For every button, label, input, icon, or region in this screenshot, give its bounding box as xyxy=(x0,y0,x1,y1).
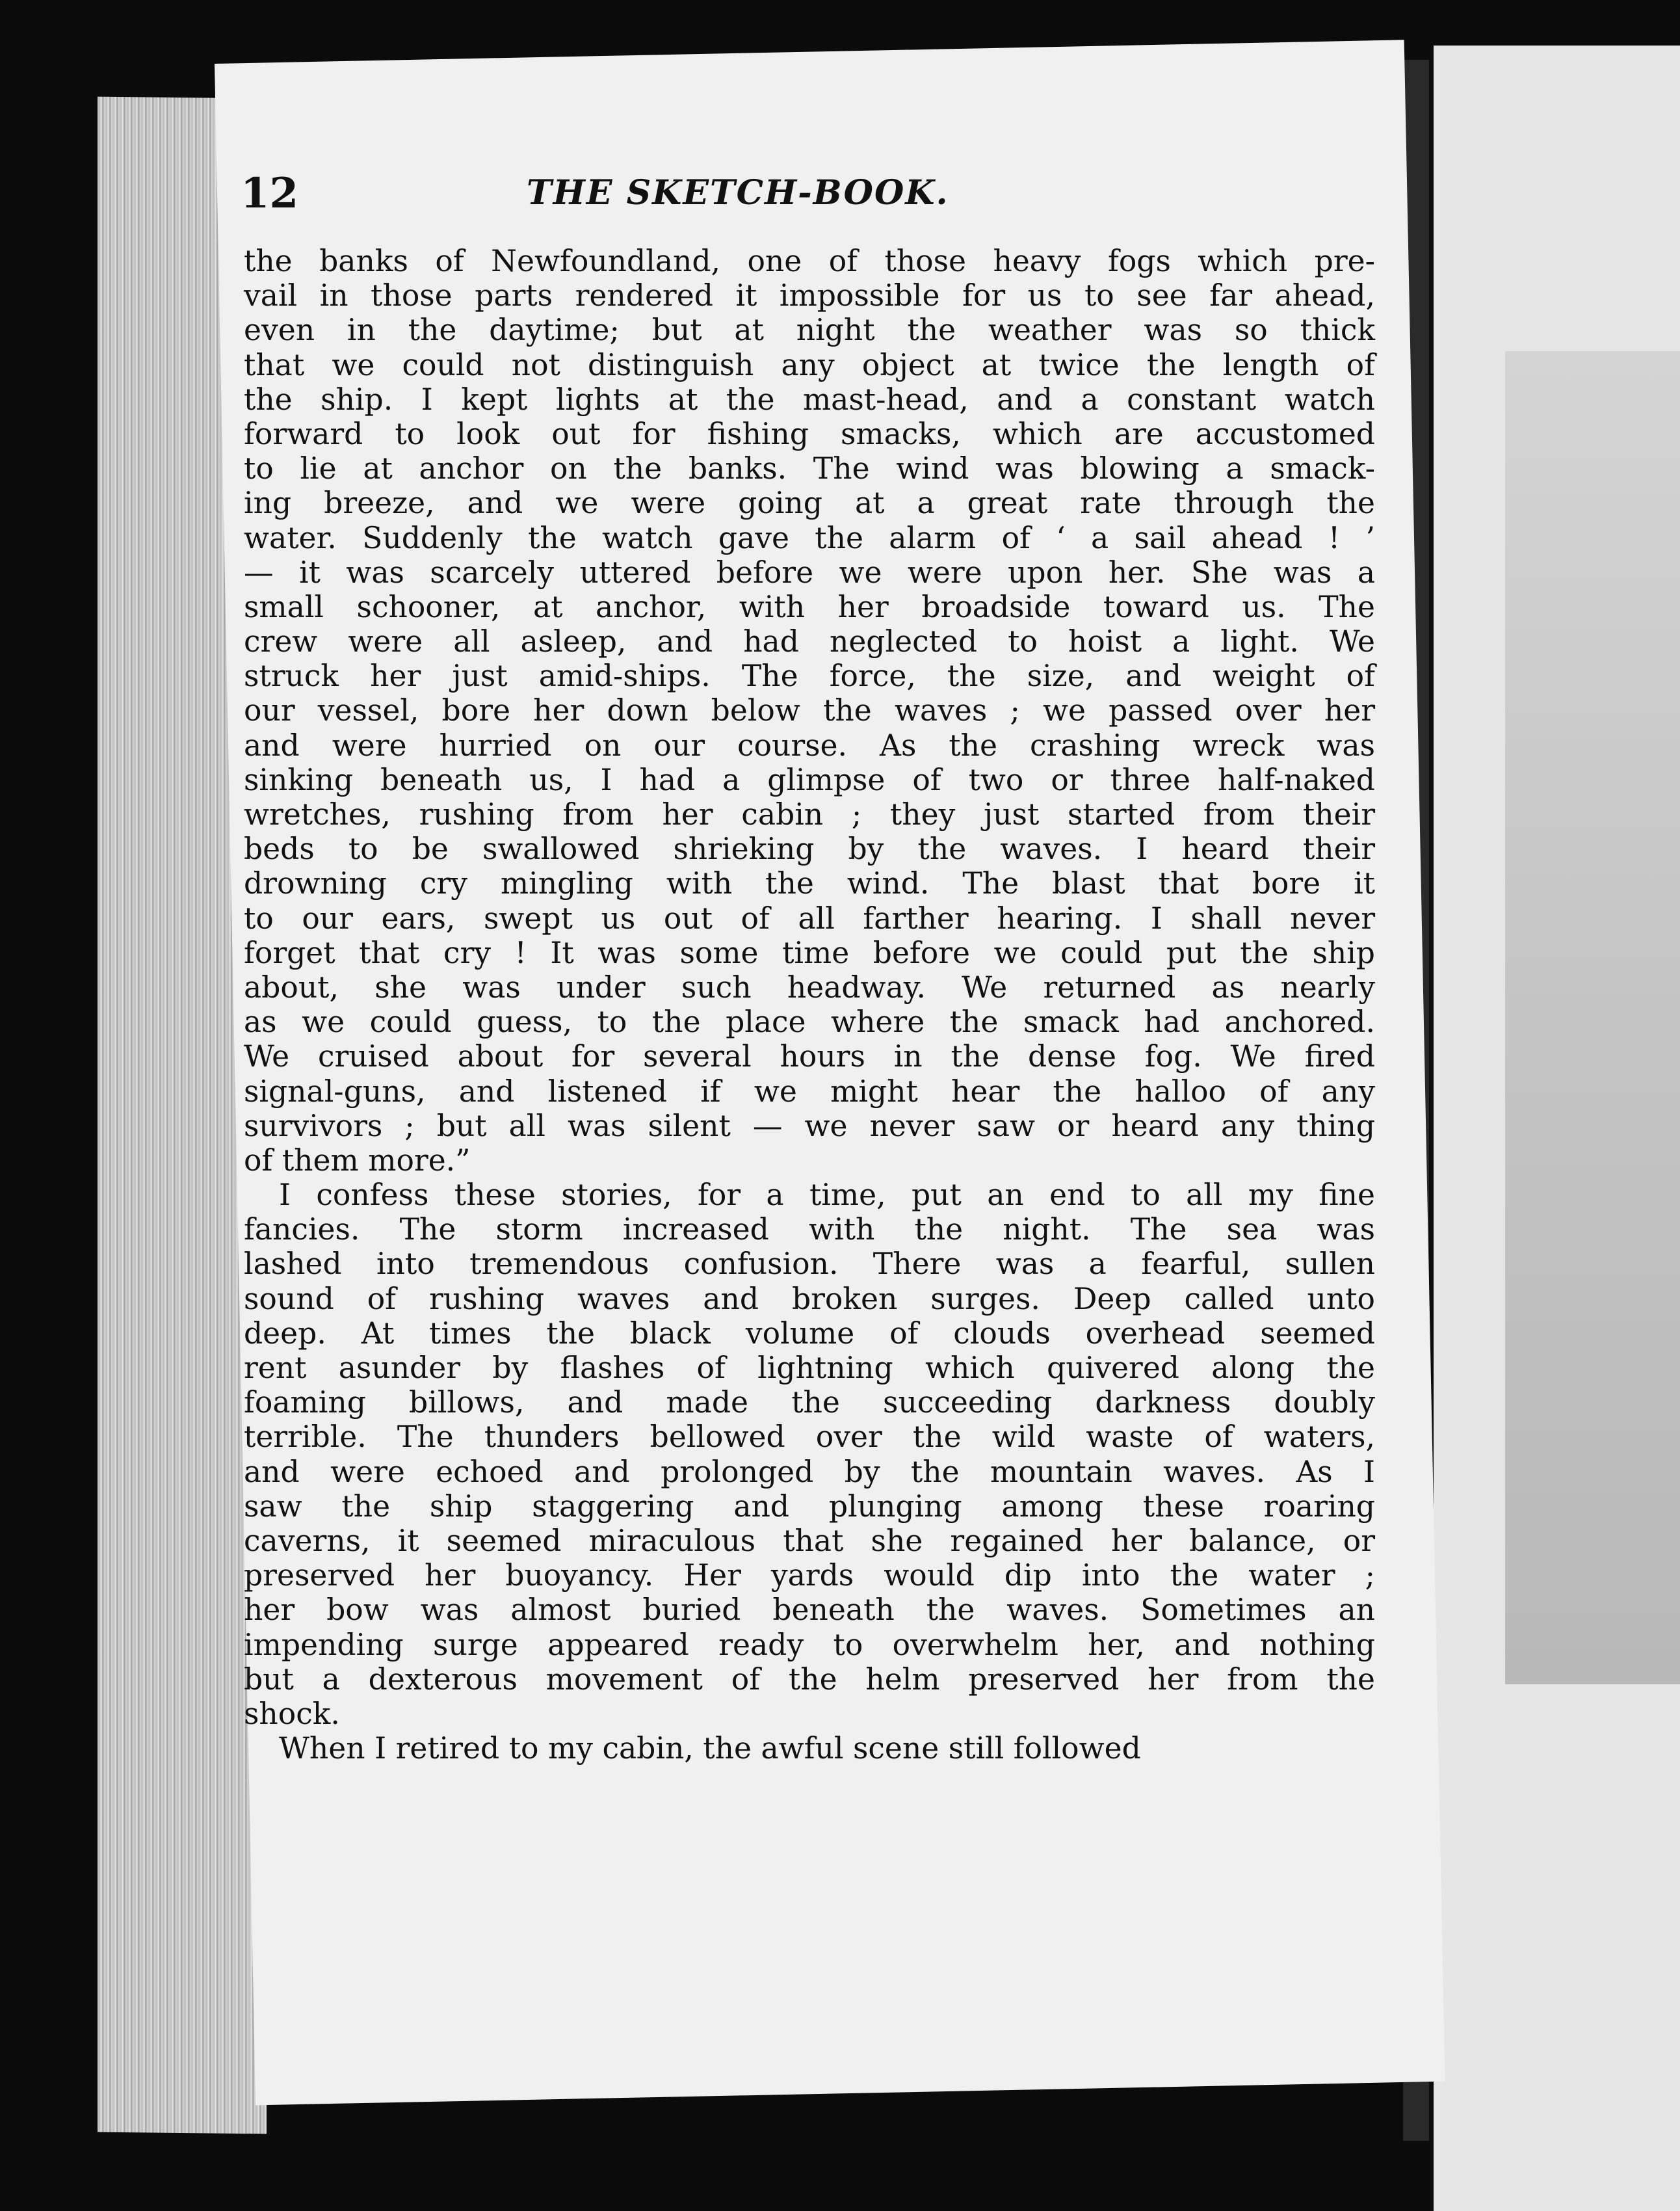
text-line: even in the daytime; but at night the weather was so thick xyxy=(244,313,1375,348)
text-line: signal-guns, and listened if we might hear the halloo of any xyxy=(244,1074,1375,1109)
text-line: to our ears, swept us out of all farther hearing. I shall never xyxy=(244,901,1375,936)
text-line: the banks of Newfoundland, one of those heavy fogs which pre- xyxy=(244,244,1375,278)
text-line: to lie at anchor on the banks. The wind was blowing a smack- xyxy=(244,451,1375,486)
text-line: our vessel, bore her down below the waves ; we passed over her xyxy=(244,693,1375,728)
text-line: When I retired to my cabin, the awful scene still followed xyxy=(279,1731,1141,1766)
text-line: saw the ship staggering and plunging among these roaring xyxy=(244,1489,1375,1524)
text-line: that we could not distinguish any object at twice the length of xyxy=(244,347,1375,382)
text-line: forget that cry ! It was some time before we could put the ship xyxy=(244,935,1375,970)
text-line: wretches, rushing from her cabin ; they just started from their xyxy=(244,797,1375,832)
text-line: lashed into tremendous confusion. There was a fearful, sullen xyxy=(244,1247,1375,1282)
text-line: fancies. The storm increased with the night. The sea was xyxy=(244,1212,1375,1247)
text-line: shock. xyxy=(244,1696,340,1731)
text-line: ing breeze, and we were going at a great rate through the xyxy=(244,486,1375,521)
text-line: vail in those parts rendered it impossible for us to see far ahead, xyxy=(244,278,1375,313)
text-line: small schooner, at anchor, with her broadside toward us. The xyxy=(244,589,1375,624)
text-line: sound of rushing waves and broken surges. Deep called unto xyxy=(244,1281,1375,1316)
text-line: caverns, it seemed miraculous that she regained her balance, or xyxy=(244,1523,1375,1558)
text-line: impending surge appeared ready to overwhelm her, and nothing xyxy=(244,1627,1375,1662)
body-text xyxy=(244,244,1375,1766)
text-line: struck her just amid-ships. The force, the size, and weight of xyxy=(244,659,1375,694)
page-number: 12 xyxy=(241,169,299,218)
text-line: the ship. I kept lights at the mast-head, and a constant watch xyxy=(244,382,1375,417)
text-line: We cruised about for several hours in the dense fog. We fired xyxy=(244,1039,1375,1074)
text-line: — it was scarcely uttered before we were upon her. She was a xyxy=(244,555,1375,590)
text-line: and were hurried on our course. As the crashing wreck was xyxy=(244,728,1375,763)
text-line: deep. At times the black volume of clouds overhead seemed xyxy=(244,1316,1375,1351)
text-line: survivors ; but all was silent — we never saw or heard any thing xyxy=(244,1108,1375,1143)
page-header xyxy=(241,169,1346,228)
text-line: terrible. The thunders bellowed over the wild waste of waters, xyxy=(244,1420,1375,1455)
text-line: about, she was under such headway. We returned as nearly xyxy=(244,970,1375,1005)
text-line: as we could guess, to the place where the smack had anchored. xyxy=(244,1005,1375,1040)
text-line: crew were all asleep, and had neglected to hoist a light. We xyxy=(244,624,1375,659)
text-line: her bow was almost buried beneath the waves. Sometimes an xyxy=(244,1593,1375,1628)
text-line: beds to be swallowed shrieking by the waves. I heard their xyxy=(244,832,1375,867)
running-head: THE SKETCH-BOOK. xyxy=(527,173,949,213)
text-line: drowning cry mingling with the wind. The blast that bore it xyxy=(244,866,1375,901)
text-line: sinking beneath us, I had a glimpse of two or three half-naked xyxy=(244,762,1375,797)
text-line: I confess these stories, for a time, put an end to all my fine xyxy=(279,1178,1375,1213)
text-line: of them more.” xyxy=(244,1143,471,1178)
illustration-plate xyxy=(1505,351,1680,1684)
text-line: water. Suddenly the watch gave the alarm of ‘ a sail ahead ! ’ xyxy=(244,520,1375,555)
text-line: forward to look out for fishing smacks, which are accustomed xyxy=(244,416,1375,451)
text-line: foaming billows, and made the succeeding darkness doubly xyxy=(244,1385,1375,1420)
text-line: rent asunder by flashes of lightning which quivered along the xyxy=(244,1351,1375,1385)
text-line: but a dexterous movement of the helm preserved her from the xyxy=(244,1662,1375,1697)
text-line: and were echoed and prolonged by the mountain waves. As I xyxy=(244,1454,1375,1489)
text-line: preserved her buoyancy. Her yards would dip into the water ; xyxy=(244,1558,1375,1593)
